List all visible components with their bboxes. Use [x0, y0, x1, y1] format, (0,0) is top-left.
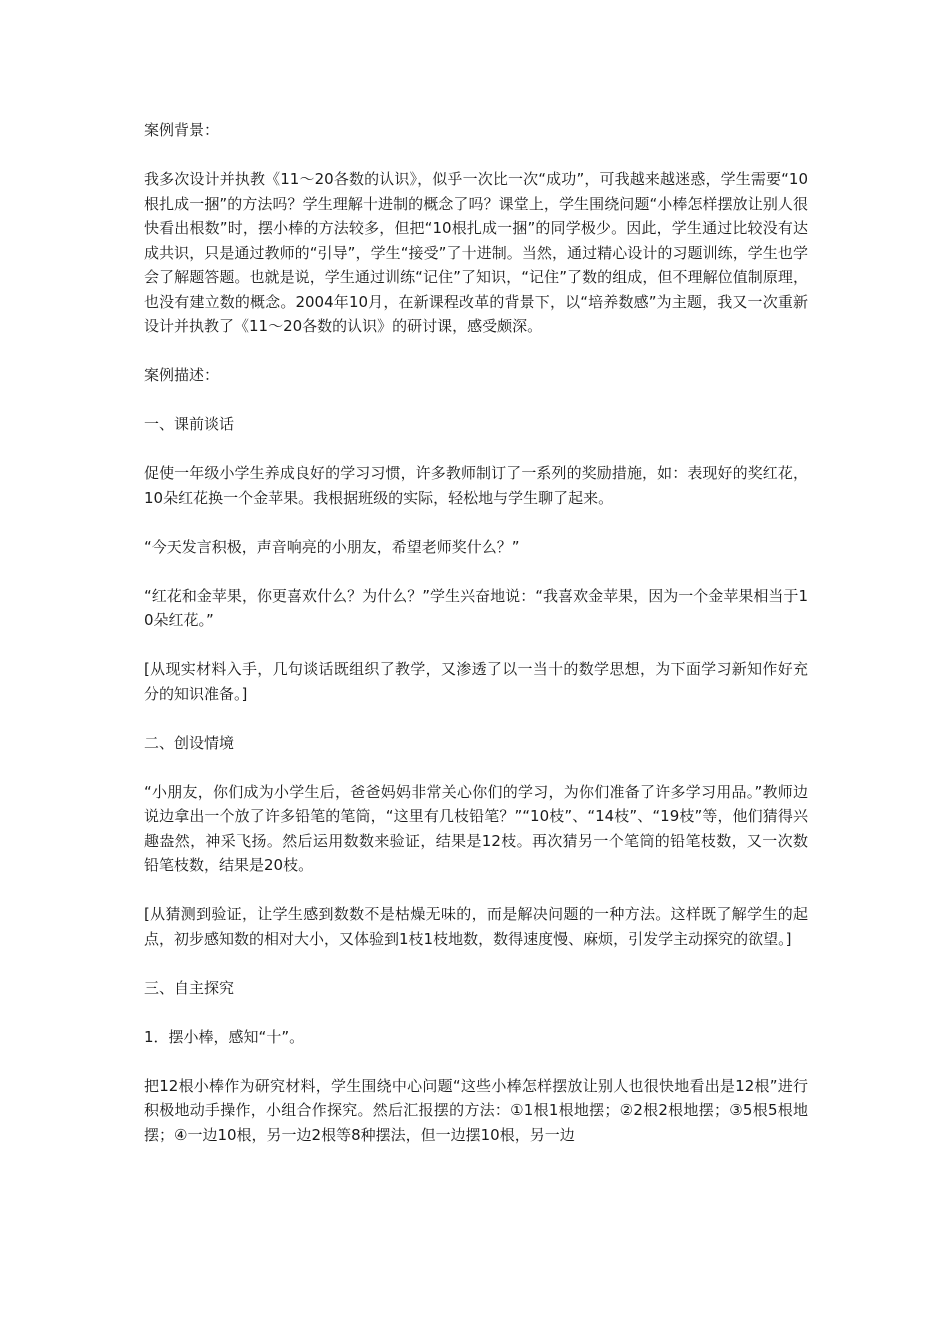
- dialogue-line-2: “红花和金苹果，你更喜欢什么？为什么？”学生兴奋地说：“我喜欢金苹果，因为一个金苹果相当于10朵红花。”: [144, 586, 808, 629]
- subsection-heading-exploration: 三、自主探究: [144, 978, 235, 997]
- pre-class-talk-paragraph: 促使一年级小学生养成良好的学习习惯，许多教师制订了一系列的奖励措施，如：表现好的奖红花，10朵红花换一个金苹果。我根据班级的实际，轻松地与学生聊了起来。: [144, 464, 808, 507]
- subsection-heading-scenario: 二、创设情境: [144, 733, 235, 752]
- dialogue-line-1: “今天发言积极，声音响亮的小朋友，希望老师奖什么？”: [144, 537, 520, 556]
- scenario-paragraph: “小朋友，你们成为小学生后，爸爸妈妈非常关心你们的学习，为你们准备了许多学习用品。”教师边说边拿出一个放了许多铅笔的笔筒，“这里有几枝铅笔？”“10枝”、“14枝”、“19枝”等，他们猜得兴趣盎然，神采飞扬。然后运用数数来验证，结果是12枝。再次猜另一个笔筒的铅笔枝数，又一次数铅笔枝数，结果是20枝。: [144, 782, 808, 874]
- section-heading-description: 案例描述：: [144, 366, 220, 384]
- document-body: [144, 118, 808, 1172]
- section-heading-background: 案例背景：: [144, 121, 220, 139]
- commentary-1: [从现实材料入手，几句谈话既组织了教学，又渗透了以一当十的数学思想，为下面学习新知作好充分的知识准备。]: [144, 660, 808, 703]
- subsection-heading-pre-class-talk: 一、课前谈话: [144, 415, 235, 433]
- exploration-step-1-heading: 1．摆小棒，感知“十”。: [144, 1027, 305, 1046]
- commentary-2: [从猜测到验证，让学生感到数数不是枯燥无味的，而是解决问题的一种方法。这样既了解学生的起点，初步感知数的相对大小，又体验到1枝1枝地数，数得速度慢、麻烦，引发学主动探究的欲望。]: [144, 905, 808, 948]
- background-paragraph: 我多次设计并执教《11～20各数的认识》，似乎一次比一次“成功”，可我越来越迷惑，学生需要“10根扎成一捆”的方法吗？学生理解十进制的概念了吗？课堂上，学生围绕问题“小棒怎样摆放让别人很快看出根数”时，摆小棒的方法较多，但把“10根扎成一捆”的同学极少。因此，学生通过比较没有达成共识，只是通过教师的“引导”，学生“接受”了十进制。当然，通过精心设计的习题训练，学生也学会了解题答题。也就是说，学生通过训练“记住”了知识，“记住”了数的组成，但不理解位值制原理，也没有建立数的概念。2004年10月，在新课程改革的背景下，以“培养数感”为主题，我又一次重新设计并执教了《11～20各数的认识》的研讨课，感受颇深。: [144, 170, 808, 335]
- exploration-paragraph: 把12根小棒作为研究材料，学生围绕中心问题“这些小棒怎样摆放让别人也很快地看出是12根”进行积极地动手操作，小组合作探究。然后汇报摆的方法：①1根1根地摆；②2根2根地摆；③5根5根地摆；④一边10根，另一边2根等8种摆法，但一边摆10根，另一边: [144, 1076, 808, 1144]
